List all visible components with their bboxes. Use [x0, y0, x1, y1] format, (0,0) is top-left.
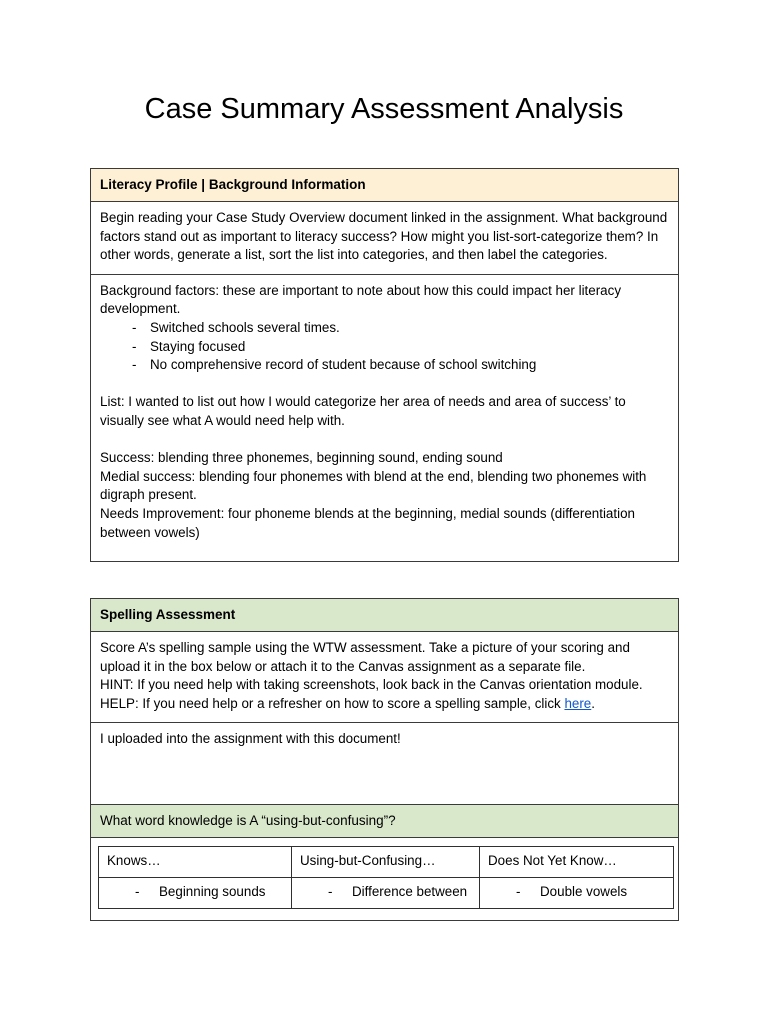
list-item-label: Switched schools several times. — [150, 319, 340, 335]
page-title: Case Summary Assessment Analysis — [144, 93, 624, 125]
help-text-after: . — [591, 695, 595, 711]
dash-marker: - — [516, 883, 521, 899]
spelling-response-text: I uploaded into the assignment with this document! — [100, 731, 401, 747]
paragraph-spacer — [100, 375, 669, 394]
spelling-assessment-table — [90, 598, 679, 921]
spelling-prompt-help — [100, 695, 669, 714]
help-text-before: HELP: If you need help or a refresher on how to score a spelling sample, click — [100, 695, 565, 711]
spelling-prompt-hint: HINT: If you need help with taking screenshots, look back in the Canvas orientation module. — [100, 677, 643, 693]
cell-does-not-yet-know[interactable] — [480, 877, 674, 908]
cell-does-not-yet-know-label: Double vowels — [540, 883, 628, 899]
word-knowledge-question-row: What word knowledge is A “using-but-confusing”? — [91, 805, 678, 838]
dash-marker: - — [132, 338, 137, 354]
list-item — [100, 319, 669, 338]
dash-marker: - — [132, 357, 137, 373]
literacy-profile-table — [90, 168, 679, 562]
word-knowledge-table-row — [91, 838, 678, 919]
table-header-row — [99, 847, 674, 878]
cell-knows[interactable] — [99, 877, 292, 908]
background-factors-intro: Background factors: these are important to note about how this could impact her literacy development. — [100, 282, 622, 317]
literacy-profile-response-row[interactable] — [91, 275, 678, 561]
success-paragraph: Success: blending three phonemes, beginning sound, ending sound — [100, 450, 503, 466]
list-paragraph: List: I wanted to list out how I would categorize her area of needs and area of success’ to visually see what A would need help with. — [100, 394, 626, 428]
column-header-knows: Knows… — [99, 847, 292, 878]
literacy-profile-prompt: Begin reading your Case Study Overview document linked in the assignment. What background factors stand out as important to literacy success? How might you list-sort-categorize them? In other words, generate a list, sort the list into categories, and then label the categories. — [100, 210, 668, 263]
cell-using-but-confusing-label: Difference between — [352, 883, 468, 899]
dash-marker: - — [135, 883, 140, 899]
word-knowledge-table — [98, 846, 674, 908]
list-item-label: No comprehensive record of student because of school switching — [150, 357, 537, 373]
background-factors-list — [100, 319, 669, 375]
table-row[interactable] — [99, 877, 674, 908]
column-header-using-but-confusing: Using-but-Confusing… — [292, 847, 480, 878]
list-item — [100, 338, 669, 357]
spelling-assessment-header: Spelling Assessment — [91, 599, 678, 632]
list-item-label: Staying focused — [150, 338, 246, 354]
literacy-profile-header: Literacy Profile | Background Information — [91, 169, 678, 202]
dash-marker: - — [132, 319, 137, 335]
dash-marker: - — [328, 883, 333, 899]
literacy-profile-prompt-row — [91, 202, 678, 275]
column-header-does-not-yet-know: Does Not Yet Know… — [480, 847, 674, 878]
cell-using-but-confusing[interactable] — [292, 877, 480, 908]
here-link[interactable]: here — [564, 695, 592, 711]
needs-improvement-paragraph: Needs Improvement: four phoneme blends at the beginning, medial sounds (differentiation between vowels) — [100, 505, 635, 540]
medial-success-paragraph: Medial success: blending four phonemes with blend at the end, blending two phonemes with digraph present. — [100, 468, 647, 503]
paragraph-spacer — [100, 431, 669, 450]
list-item — [100, 356, 669, 375]
cell-knows-label: Beginning sounds — [159, 883, 266, 899]
spelling-prompt-line1: Score A’s spelling sample using the WTW assessment. Take a picture of your scoring and upload it in the box below or attach it to the Canvas assignment as a separate file. — [100, 640, 630, 674]
spelling-assessment-prompt-row — [91, 632, 678, 723]
spelling-response-row[interactable] — [91, 723, 678, 805]
